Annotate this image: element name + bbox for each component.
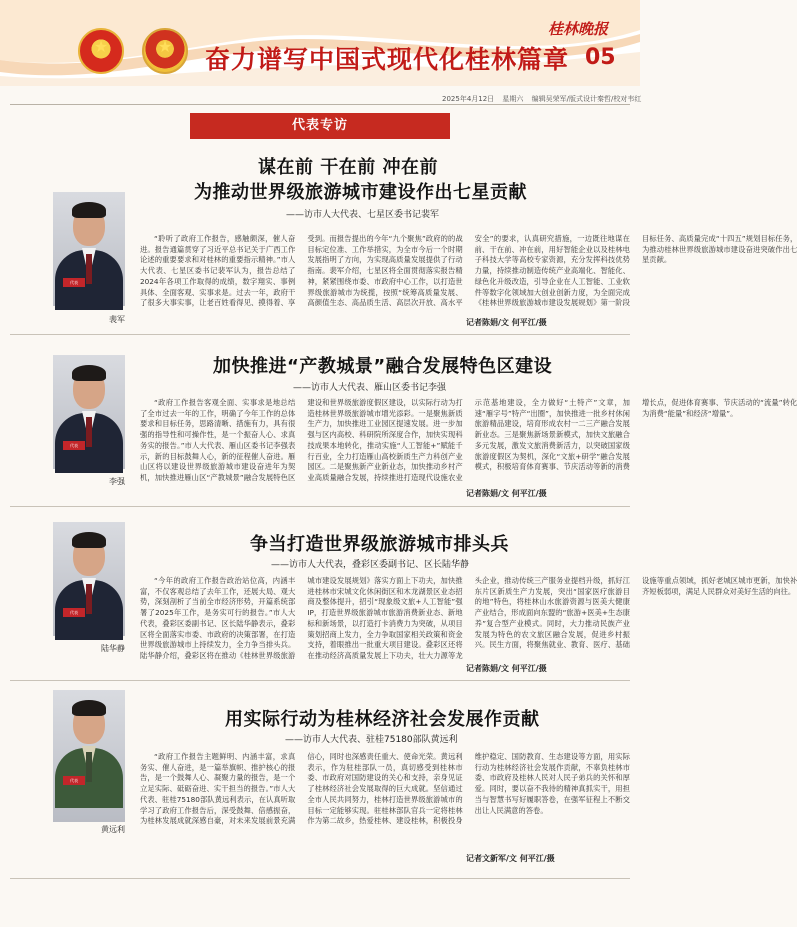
top-divider xyxy=(10,104,630,105)
portrait-photo: 代表 xyxy=(53,192,125,306)
photo-caption: 李强 xyxy=(109,477,125,486)
issue-meta xyxy=(442,94,647,104)
article-headline: 加快推进“产教城景”融合发展特色区建设 xyxy=(213,356,553,377)
page-number: 05 xyxy=(585,45,616,70)
article-subhead: ——访市人大代表，叠彩区委副书记、区长陆华静 xyxy=(271,560,470,570)
issue-weekday: 星期六 xyxy=(502,95,524,103)
bottom-divider xyxy=(10,878,630,879)
article-credit: 记者陈娟/文 何平江/摄 xyxy=(466,664,547,673)
article-credit: 记者陈娟/文 何平江/摄 xyxy=(466,318,547,327)
section-tag: 代表专访 xyxy=(190,113,450,139)
article-divider xyxy=(10,680,630,681)
article-credit: 记者文新军/文 何平江/摄 xyxy=(466,854,555,863)
article-body: “聆听了政府工作报告，感触颇深，催人奋进。报告通篇贯穿了习近平总书记关于广西工作论述的重要要求和对桂林的重要指示精神。”市人大代表、七星区委书记裴军认为，报告总结了2024年各项工作取得的成绩，数字翔实、事例具体、全面客观、实事求是。过去一年，政府干了很多大事实事，让老百姓看得见、摸得着、享受到。而报告提出的今年“九个聚焦”政府的的战目标定位准、工作举措实，为全市今后一个时期发展指明了方向，为实现高质量发展提供了行动指南。裴军介绍，七星区将全面贯彻落实报告精神，紧紧围绕市委、市政府中心工作，以打造世界级旅游城市为统揽，按照“统筹高质量发展、高颜值生态、高品质生活、高层次开放、高水平安全”的要求，认真研究措施，一边既往地谋在前、干在前、冲在前，用好智能企业以及桂林电子科技大学等高校专家资源，充分发挥科技优势力量，持续推动制造传统产业高端化、智能化、绿色化升级改造，引导企业在人工智能、工业软件等数字化领域加大创业创新力度，为全面完成《桂林世界级旅游城市建设发展规划》第一阶段目标任务、高质量完成“十四五”规划目标任务，为推动桂林世界级旅游城市建设奋进突破作出七星贡献。 xyxy=(140,234,797,308)
photo-caption: 裴军 xyxy=(109,315,125,324)
article-headline: 谋在前 干在前 冲在前 xyxy=(258,157,439,178)
page-header xyxy=(0,0,640,86)
article-subhead: ——访市人大代表、七星区委书记裴军 xyxy=(286,210,440,220)
party-emblem-icon: ★ xyxy=(142,28,188,74)
article-body: “政府工作报告主题鲜明、内涵丰富，求真务实、催人奋进，是一篇举旗帜、推护核心的报告，是一个鼓舞人心、凝聚力量的报告，是一个立足实际、砥砺奋进、实干担当的报告。”市人大代表、驻桂75180部队黄远利表示，在认真听取学习了政府工作报告后，深受鼓舞、倍感振奋，为桂林发展成就深感自豪，对未来发展前景充满信心，同时也深感责任重大、使命光荣。黄远利表示，作为驻桂部队一员，真切感受到桂林市委、市政府对国防建设的关心和支持，亲身见证了桂林经济社会发展取得的巨大成就。坚信通过全市人民共同努力，桂林打造世界级旅游城市的目标一定能够实现。驻桂林部队官兵一定将桂林作为第二故乡，热爱桂林、建设桂林，积极投身维护稳定、国防教育、生态建设等方面，用实际行动为桂林经济社会发展作贡献，不辜负桂林市委、市政府及桂林人民对人民子弟兵的关怀和厚爱。同时，要以奋不我待的精神真抓实干，用担当与智慧书写好履职答卷，在强军征程上不断交出让人民满意的答卷。 xyxy=(140,752,630,826)
article-body: “今年的政府工作报告政治站位高，内涵丰富，不仅客观总结了去年工作，还展大局、观大势，深刻剖析了当前全市经济形势，开篇系统部署了2025年工作，是务实可行的报告。”市人大代表，叠彩区委副书记、区长陆华静表示，叠彩区将全面落实市委、市政府的决策部署，在打造世界级旅游城市上持续发力，全力争当排头兵。陆华静介绍，叠彩区将在推动《桂林世界级旅游城市建设发展规划》落实方面上下功夫，加快推进桂林市宋城文化休闲街区和木龙湖景区业态招商及整体提升，招引“现象级文旅+人工智能”强IP，打造世界级旅游城市旅游消费新业态、新地标和新场景，以打造打卡消费力为突破，从项目策划招商上发力，全力争取国家相关政策和资金支持，着眼推出一批重大项目建设。叠彩区还将在推动经济高质量发展上下功夫，壮大力源等龙头企业，推动传统三产服务业提档升级，抓好江东片区新质生产力发展，突出“国家医疗旅游目的地”特色，将桂林山水旅游资源与医美大健康产业结合，形成面向东盟的“旅游+医美+生态康养”复合型产业模式。同时，大力推动民族产业发展为特色的农文旅区融合发展，促进乡村振兴。民生方面，将聚焦就业、教育、医疗、基础设施等重点领域，抓好老城区城市更新，加快补齐短板弱项，满足人民群众对美好生活的向往。 xyxy=(140,576,797,660)
issue-date: 2025年4月12日 xyxy=(442,95,495,103)
national-emblem-icon: ★ xyxy=(78,28,124,74)
page-title: 奋力谱写中国式现代化桂林篇章 xyxy=(205,45,570,74)
article-credit: 记者陈娟/文 何平江/摄 xyxy=(466,489,547,498)
article-headline: 争当打造世界级旅游城市排头兵 xyxy=(250,534,509,555)
newspaper-brand: 桂林晚报 xyxy=(548,20,609,38)
portrait-photo: 代表 xyxy=(53,522,125,636)
article-divider xyxy=(10,506,630,507)
article-body: “政府工作报告客观全面、实事求是地总结了全市过去一年的工作，明确了今年工作的总体要求和目标任务，思路清晰、措施有力，具有很强的指导性和可操作性，是一个振奋人心、求真务实的报告。”市人大代表、雁山区委书记李强表示，新的目标鼓舞人心，新的征程催人奋进。雁山区将以建设世界级旅游城市建设奋进年为契机，加快推进雁山区“产教城景”融合发展特色区建设和世界级旅游度假区建设，以实际行动为打造桂林世界级旅游城市增光添彩。一是聚焦新质生产力，加快推进工业园区提速发展。进一步加强与区内高校、科研院所深度合作，加快实现科技成果本地转化，推动实施“人工智能+”赋能千行百业，全力打造雁山高校新质生产力科创产业园区。二是聚焦新产业新业态，加快推动乡村产业高质量融合发展，持续推进打造现代设施农业示范基地建设，全力做好“土特产”文章，加速“雁字号”特产“出圈”，加快推进一批乡村休闲旅游精品建设，培育形成农村一二三产融合发展新业态。三是聚焦新场景新模式，加快文旅融合多元发展，激发文旅消费新活力，以突破国家级旅游度假区为契机，深化“文旅+研学”融合发展模式，积极培育体育赛事、节庆活动等新的消费增长点，促进体育赛事、节庆活动的“流量”转化为消费“能量”和经济“增量”。 xyxy=(140,398,797,482)
portrait-photo: 代表 xyxy=(53,690,125,822)
photo-caption: 陆华静 xyxy=(101,644,125,653)
photo-caption: 黄远利 xyxy=(101,825,125,834)
article-subhead: ——访市人大代表、雁山区委书记李强 xyxy=(293,383,447,393)
article-subhead: ——访市人大代表、驻桂75180部队黄远利 xyxy=(285,735,458,745)
article-divider xyxy=(10,334,630,335)
issue-staff: 编辑吴荣军/版式设计秦哲/校对韦红 xyxy=(531,95,642,103)
article-headline: 为推动世界级旅游城市建设作出七星贡献 xyxy=(194,182,527,203)
portrait-photo: 代表 xyxy=(53,355,125,469)
article-headline: 用实际行动为桂林经济社会发展作贡献 xyxy=(225,709,540,730)
